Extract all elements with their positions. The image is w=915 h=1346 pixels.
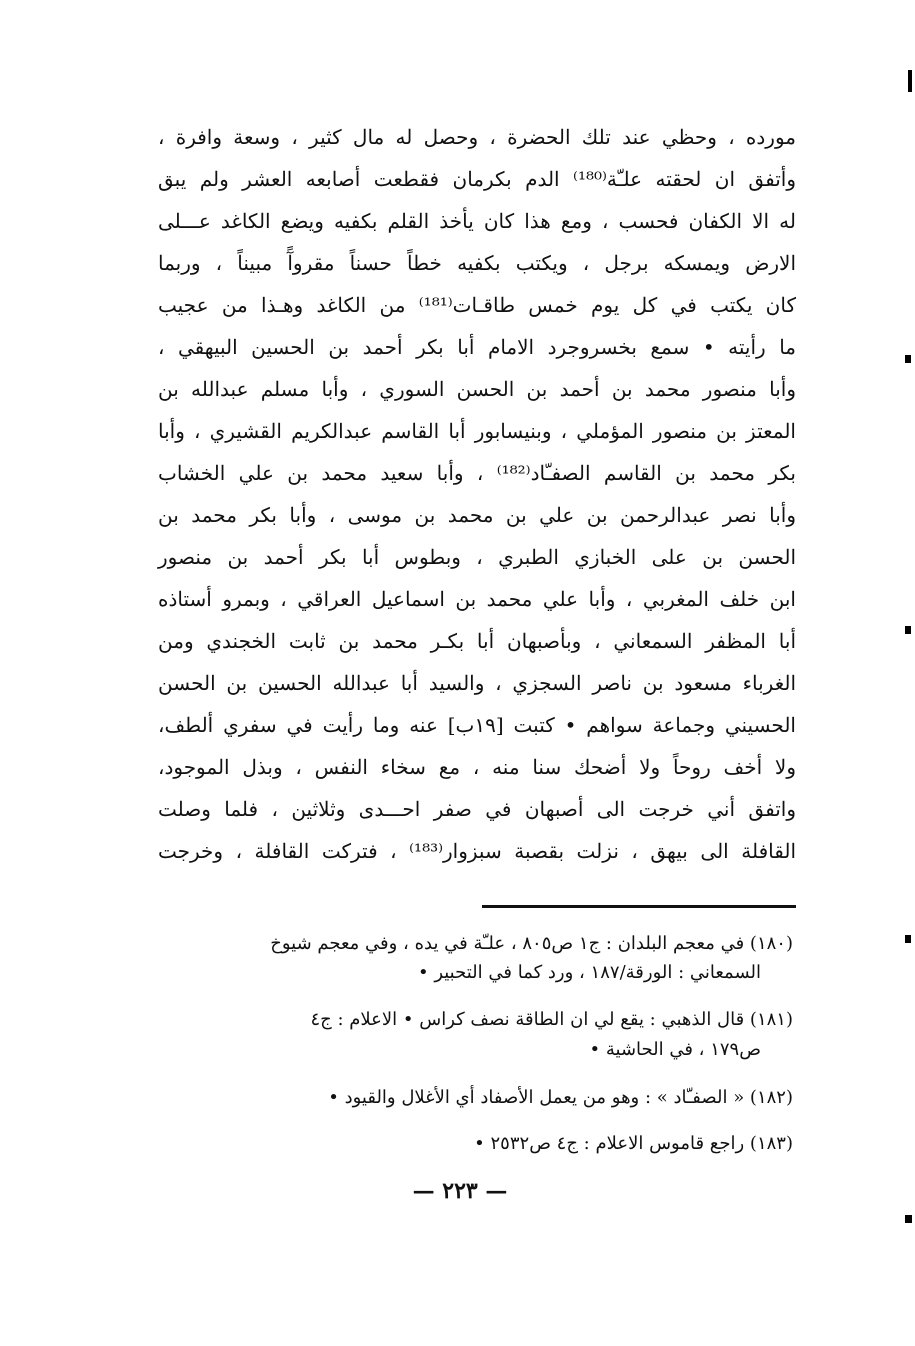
- scan-mark: [905, 935, 911, 943]
- scan-mark: [908, 70, 912, 92]
- scan-mark: [905, 626, 911, 634]
- footnote-line: (١٨١) قال الذهبي : يقع لي ان الطاقة نصف كراس • الاعلام : ج٤: [310, 1009, 793, 1030]
- text-line: واتفق أني خرجت الى أصبهان في صفر احـــدى وثلاثين ، فلما وصلت: [158, 797, 796, 821]
- page-number: — ٢٢٣ —: [412, 1178, 508, 1204]
- footnote-line: ص١٧٩ ، في الحاشية •: [589, 1039, 761, 1060]
- scan-mark: [905, 355, 911, 363]
- text-line: وأبا نصر عبدالرحمن بن علي بن محمد بن موسى ، وأبا بكر محمد بن: [158, 503, 796, 527]
- text-line: الحسيني وجماعة سواهم • كتبت [١٩ب] عنه وما رأيت في سفري ألطف،: [158, 713, 796, 737]
- text-line: ولا أخف روحاً ولا أضحك سنا منه ، مع سخاء النفس ، وبذل الموجود،: [158, 755, 796, 779]
- text-line: الغرباء مسعود بن ناصر السجزي ، والسيد أبا عبدالله الحسين بن الحسن: [158, 671, 796, 695]
- text-line: وأبا منصور محمد بن أحمد بن الحسن السوري ، وأبا مسلم عبدالله بن: [158, 377, 796, 401]
- footnote-line: (١٨٣) راجع قاموس الاعلام : ج٤ ص٢٥٣٢ •: [474, 1133, 793, 1154]
- text-line: المعتز بن منصور المؤملي ، وبنيسابور أبا القاسم عبدالكريم القشيري ، وأبا: [158, 419, 796, 443]
- footnote-line: السمعاني : الورقة/١٨٧ ، ورد كما في التحبير •: [417, 962, 761, 983]
- text-line: الارض ويمسكه برجل ، ويكتب بكفيه خطاً حسناً مقروآً مبيناً ، وربما: [158, 251, 796, 275]
- text-line: أبا المظفر السمعاني ، وبأصبهان أبا بكـر محمد بن ثابت الخجندي ومن: [158, 629, 796, 653]
- text-line: كان يكتب في كل يوم خمس طاقـات⁽¹⁸¹⁾ من الكاغد وهـذا من عجيب: [158, 293, 796, 317]
- text-line: القافلة الى بيهق ، نزلت بقصبة سبزوار⁽¹⁸³⁾ ، فتركت القافلة ، وخرجت: [158, 839, 796, 863]
- text-line: وأتفق ان لحقته علـّة⁽¹⁸⁰⁾ الدم بكرمان فقطعت أصابعه العشر ولم يبق: [158, 167, 797, 191]
- footnote-line: (١٨٠) في معجم البلدان : ج١ ص٨٠٥ ، علـّة في يده ، وفي معجم شيوخ: [270, 933, 793, 954]
- text-line: له الا الكفان فحسب ، ومع هذا كان يأخذ القلم بكفيه ويضع الكاغد عـــلى: [158, 209, 796, 233]
- footnote-divider: [482, 905, 796, 908]
- text-line: ما رأيته • سمع بخسروجرد الامام أبا بكر أحمد بن الحسين البيهقي ،: [158, 335, 796, 359]
- text-line: الحسن بن على الخبازي الطبري ، وبطوس أبا بكر أحمد بن منصور: [158, 545, 797, 569]
- scan-mark: [905, 1215, 912, 1223]
- text-line: بكر محمد بن القاسم الصفـّاد⁽¹⁸²⁾ ، وأبا سعيد محمد بن علي الخشاب: [158, 461, 796, 485]
- text-line: ابن خلف المغربي ، وأبا علي محمد بن اسماعيل العراقي ، وبمرو أستاذه: [158, 587, 796, 611]
- text-line: مورده ، وحظي عند تلك الحضرة ، وحصل له مال كثير ، وسعة وافرة ،: [158, 125, 796, 149]
- footnote-line: (١٨٢) « الصفـّاد » : وهو من يعمل الأصفاد أي الأغلال والقيود •: [328, 1087, 793, 1108]
